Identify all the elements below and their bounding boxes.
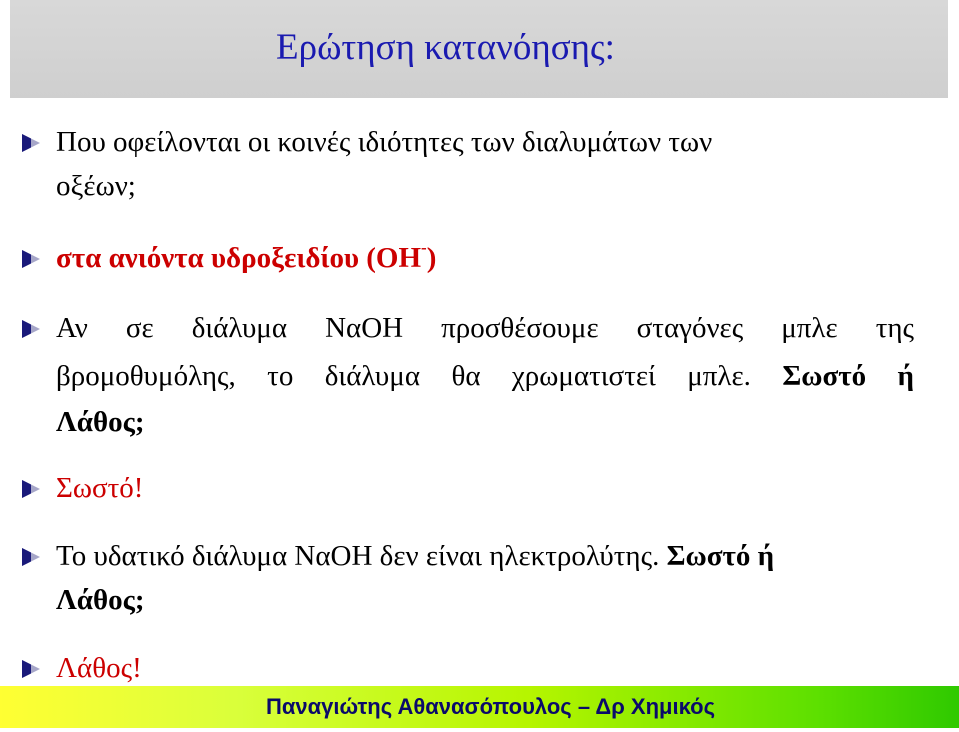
- bullet-3-line-3: Λάθος;: [56, 406, 145, 438]
- bullet-3-question: Σωστό ή: [782, 360, 915, 392]
- bullet-5-line-1-plain: Το υδατικό διάλυμα ΝαΟΗ δεν είναι ηλεκτρολύτης.: [56, 540, 660, 572]
- arrow-bullet-icon: [22, 480, 40, 498]
- arrow-bullet-icon: [22, 320, 40, 338]
- bullet-1-line-2: οξέων;: [56, 170, 136, 202]
- slide-title: Ερώτηση κατανόησης:: [276, 27, 615, 68]
- bullet-5-line-2: Λάθος;: [56, 584, 145, 616]
- footer-bar: [0, 686, 959, 728]
- arrow-bullet-icon: [22, 250, 40, 268]
- bullet-3-line-2: [56, 354, 914, 398]
- bullet-5-question: Σωστό ή: [666, 540, 775, 572]
- arrow-bullet-icon: [22, 548, 40, 566]
- bullet-1-line-1: Που οφείλονται οι κοινές ιδιότητες των διαλυμάτων των: [56, 126, 713, 158]
- bullet-5-line-1: [56, 534, 774, 578]
- bullet-4-answer: Σωστό!: [56, 472, 144, 504]
- title-bar: [10, 0, 948, 98]
- bullet-3-line-2-plain: βρομοθυμόλης, το διάλυμα θα χρωματιστεί μπλε.: [56, 360, 751, 392]
- footer-author: Παναγιώτης Αθανασόπουλος – Δρ Χημικός: [266, 694, 716, 719]
- arrow-bullet-icon: [22, 660, 40, 678]
- arrow-bullet-icon: [22, 134, 40, 152]
- bullet-2-text: στα ανιόντα υδροξειδίου (ΟΗ: [56, 242, 422, 274]
- bullet-2-close: ): [426, 242, 437, 274]
- superscript-minus: -: [421, 238, 427, 258]
- bullet-3-line-1: Αν σε διάλυμα ΝαΟΗ προσθέσουμε σταγόνες μπλε της: [56, 312, 914, 344]
- bullet-2-answer: [56, 236, 436, 280]
- bullet-6-answer: Λάθος!: [56, 652, 142, 684]
